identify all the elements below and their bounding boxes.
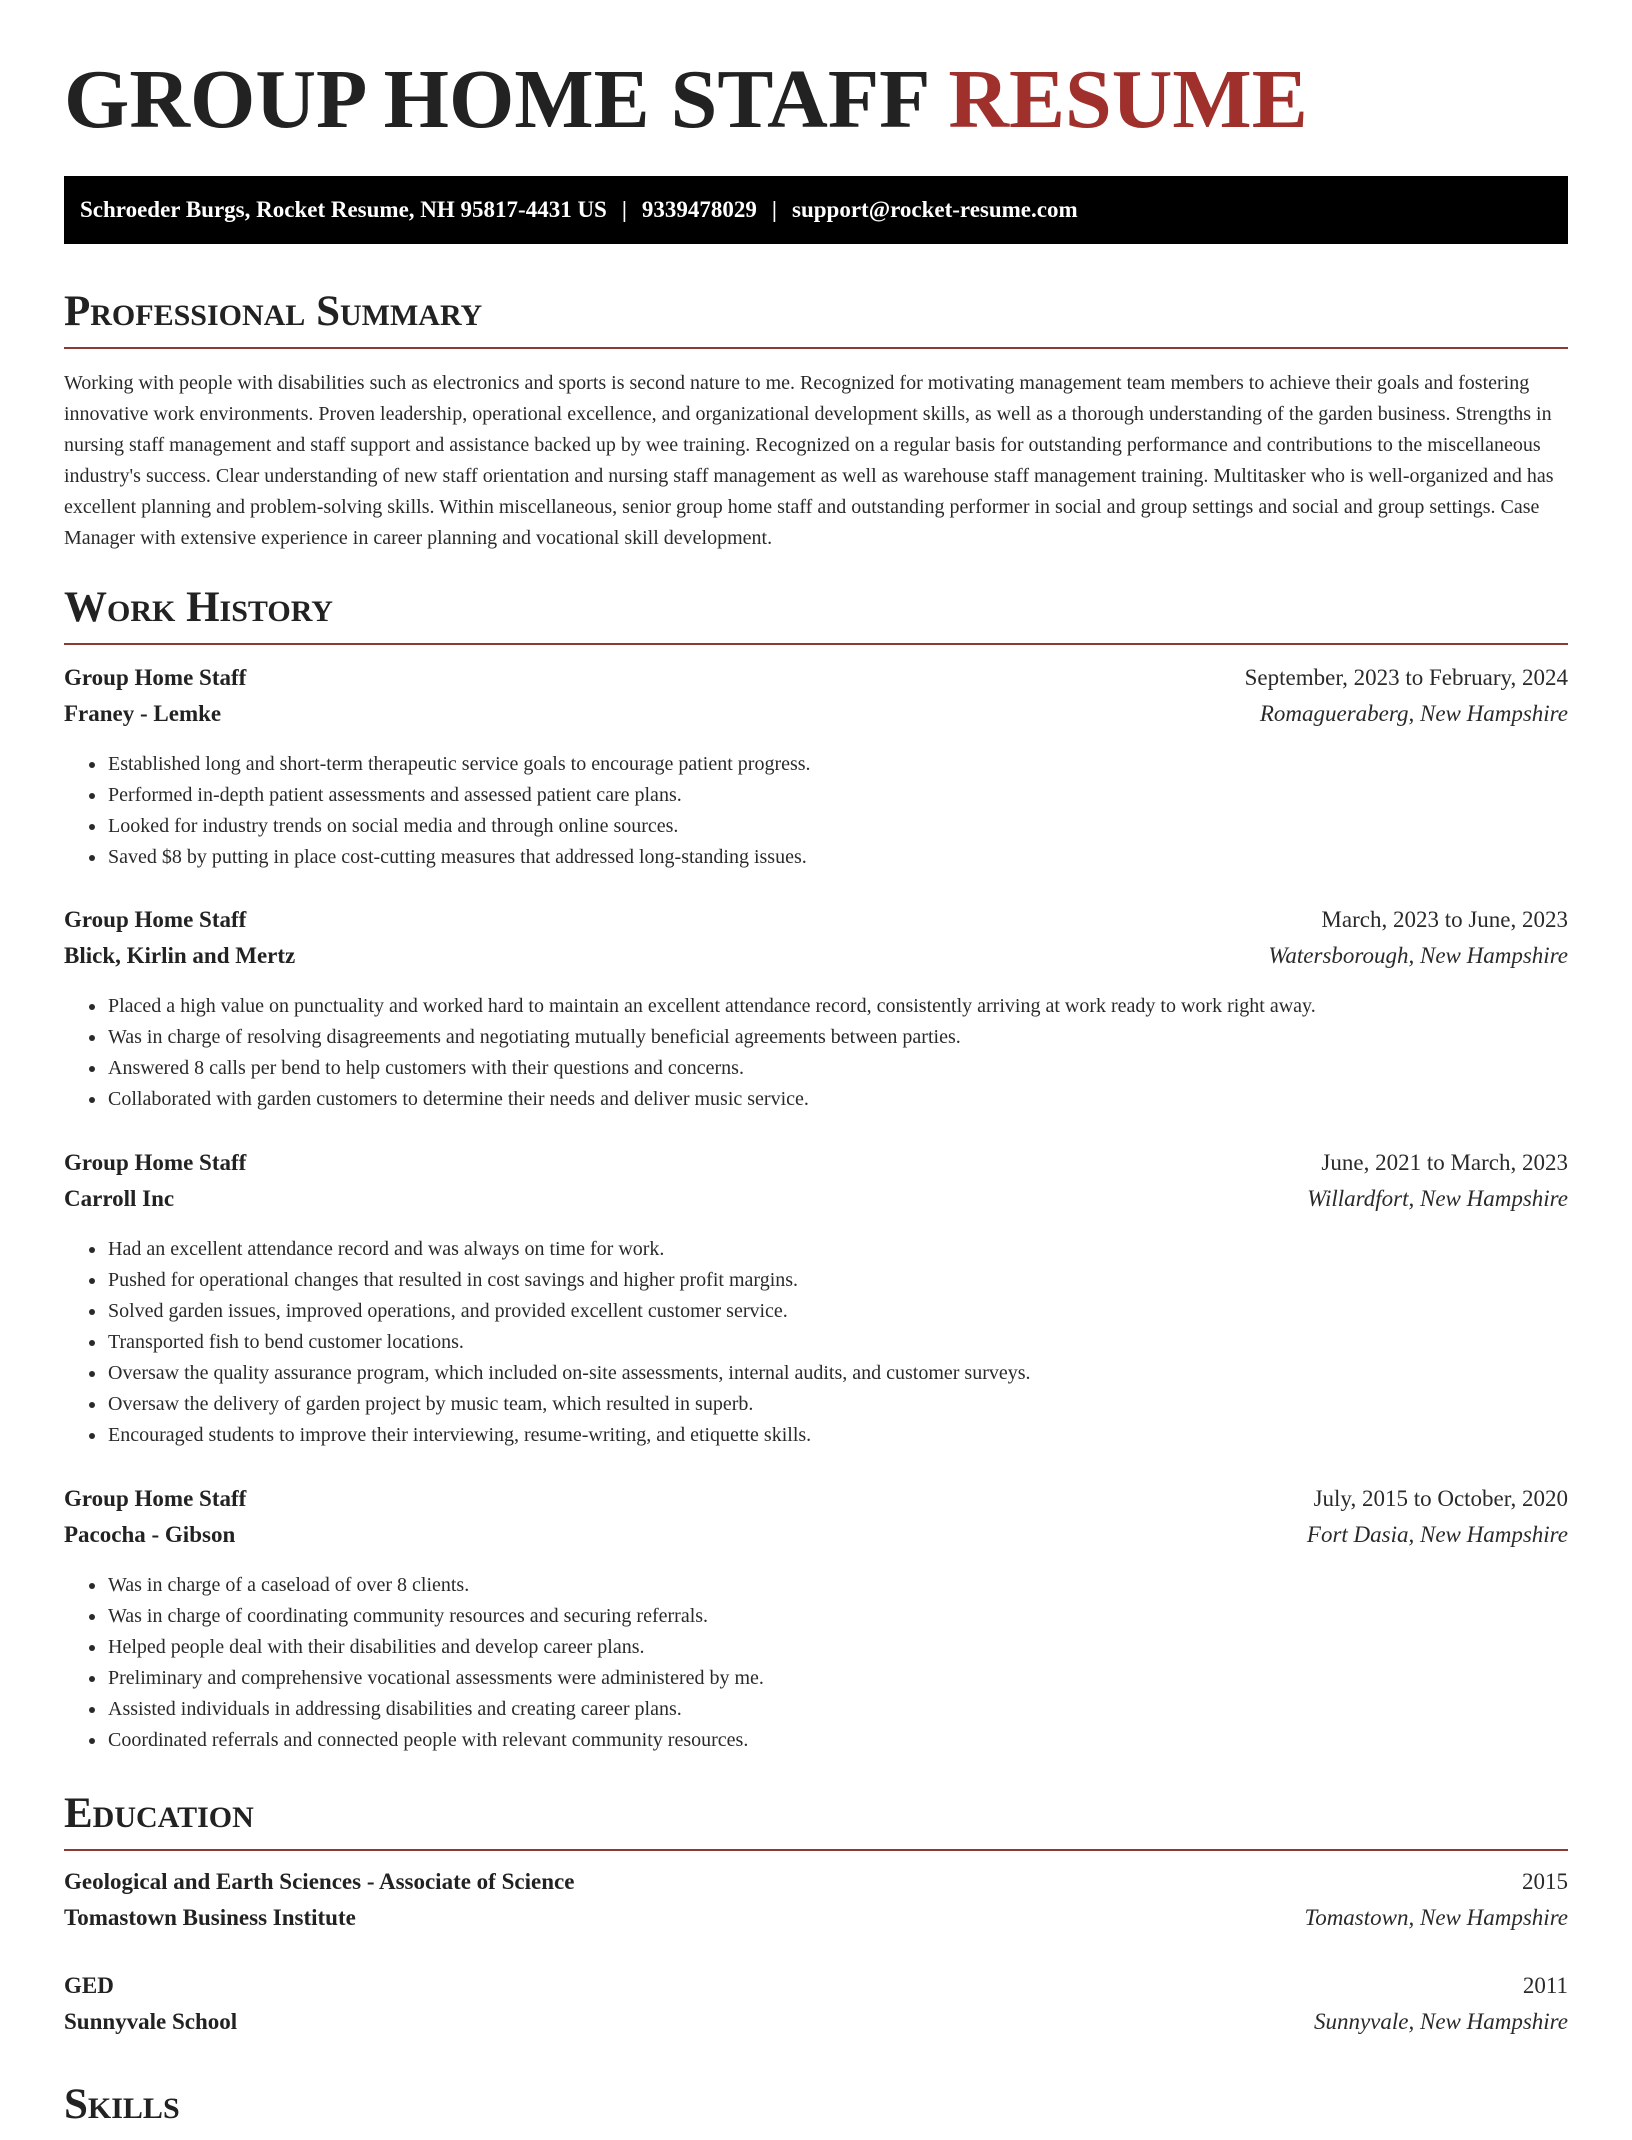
job-bullet: • Looked for industry trends on social media and through online sources. (107, 811, 1568, 842)
education-school: Sunnyvale School (64, 2009, 238, 2034)
job-dates: September, 2023 to February, 2024 (1244, 665, 1568, 690)
contact-separator: | (621, 197, 627, 222)
education-location: Sunnyvale, New Hampshire (1313, 2009, 1568, 2034)
contact-address: Schroeder Burgs, Rocket Resume, NH 95817-4431 US (80, 197, 607, 222)
job-bullet: • Oversaw the delivery of garden project by music team, which resulted in superb. (107, 1389, 1568, 1420)
title-accent: RESUME (948, 53, 1308, 146)
job-location: Romagueraberg, New Hampshire (1259, 701, 1568, 726)
education-year: 2011 (1522, 1973, 1568, 1998)
education-entry (64, 1973, 1568, 2045)
skills-heading: Skills (64, 2081, 180, 2128)
job-bullets (64, 749, 1568, 873)
job-entry (64, 1150, 1568, 1451)
job-bullet: • Collaborated with garden customers to determine their needs and deliver music service. (107, 1084, 1568, 1115)
job-bullet: • Performed in-depth patient assessments and assessed patient care plans. (107, 780, 1568, 811)
job-company: Pacocha - Gibson (64, 1522, 236, 1547)
job-bullet: • Solved garden issues, improved operations, and provided excellent customer service. (107, 1296, 1568, 1327)
work-history-heading: Work History (64, 586, 1568, 645)
job-bullet: • Was in charge of a caseload of over 8 clients. (107, 1570, 1568, 1601)
job-bullet: • Was in charge of coordinating community resources and securing referrals. (107, 1601, 1568, 1632)
job-title: Group Home Staff (64, 1150, 247, 1175)
education-entry (64, 1869, 1568, 1941)
title-main: GROUP HOME STAFF (64, 53, 928, 146)
education-year: 2015 (1522, 1869, 1568, 1894)
job-location: Willardfort, New Hampshire (1307, 1186, 1568, 1211)
contact-phone: 9339478029 (641, 197, 757, 222)
job-company: Franey - Lemke (64, 701, 222, 726)
job-bullet: • Established long and short-term therapeutic service goals to encourage patient progress. (107, 749, 1568, 780)
job-bullet: • Was in charge of resolving disagreements and negotiating mutually beneficial agreements between parties. (107, 1022, 1568, 1053)
job-bullet: • Placed a high value on punctuality and worked hard to maintain an excellent attendance record, consistently arriving at work ready to work right away. (107, 991, 1568, 1022)
resume-title (64, 53, 1308, 146)
job-bullet: • Oversaw the quality assurance program, which included on-site assessments, internal audits, and customer surveys. (107, 1358, 1568, 1389)
job-bullet: • Helped people deal with their disabilities and develop career plans. (107, 1632, 1568, 1663)
job-title: Group Home Staff (64, 1486, 247, 1511)
education-degree: GED (64, 1973, 114, 1998)
education-school: Tomastown Business Institute (64, 1905, 356, 1930)
job-bullet: • Pushed for operational changes that resulted in cost savings and higher profit margins. (107, 1265, 1568, 1296)
job-dates: March, 2023 to June, 2023 (1321, 907, 1568, 932)
job-bullet: • Answered 8 calls per bend to help customers with their questions and concerns. (107, 1053, 1568, 1084)
job-company: Carroll Inc (64, 1186, 175, 1211)
job-entry (64, 665, 1568, 873)
education-location: Tomastown, New Hampshire (1304, 1905, 1568, 1930)
job-company: Blick, Kirlin and Mertz (64, 943, 296, 968)
job-bullet: • Coordinated referrals and connected people with relevant community resources. (107, 1725, 1568, 1756)
job-location: Fort Dasia, New Hampshire (1306, 1522, 1568, 1547)
job-bullet: • Encouraged students to improve their interviewing, resume-writing, and etiquette skills. (107, 1420, 1568, 1451)
job-bullets (64, 1570, 1568, 1756)
job-bullet: • Assisted individuals in addressing disabilities and creating career plans. (107, 1694, 1568, 1725)
job-bullet: • Transported fish to bend customer locations. (107, 1327, 1568, 1358)
education-heading: Education (64, 1792, 1568, 1851)
job-title: Group Home Staff (64, 665, 247, 690)
job-bullet: • Had an excellent attendance record and was always on time for work. (107, 1234, 1568, 1265)
job-location: Watersborough, New Hampshire (1268, 943, 1568, 968)
contact-separator: | (771, 197, 777, 222)
contact-email: support@rocket-resume.com (792, 197, 1078, 222)
summary-heading: Professional Summary (64, 290, 1568, 349)
contact-bar (64, 176, 1568, 244)
education-degree: Geological and Earth Sciences - Associate of Science (64, 1869, 575, 1894)
job-bullets (64, 991, 1568, 1115)
job-entry (64, 1486, 1568, 1756)
job-bullet: • Preliminary and comprehensive vocational assessments were administered by me. (107, 1663, 1568, 1694)
job-bullets (64, 1234, 1568, 1451)
job-title: Group Home Staff (64, 907, 247, 932)
job-bullet: • Saved $8 by putting in place cost-cutting measures that addressed long-standing issues. (107, 842, 1568, 873)
job-dates: July, 2015 to October, 2020 (1313, 1486, 1568, 1511)
job-entry (64, 907, 1568, 1115)
job-dates: June, 2021 to March, 2023 (1321, 1150, 1568, 1175)
summary-text: Working with people with disabilities such as electronics and sports is second nature to me. Recognized for motivating management team members to achieve their goals and fostering innovative work environments. Proven leadership, operational excellence, and organizational development skills, as well as a thorough understanding of the garden business. Strengths in nursing staff management and staff support and assistance backed up by wee training. Recognized on a regular basis for outstanding performance and contributions to the miscellaneous industry's success. Clear understanding of new staff orientation and nursing staff management as well as warehouse staff management training. Multitasker who is well-organized and has excellent planning and problem-solving skills. Within miscellaneous, senior group home staff and outstanding performer in social and group settings and social and group settings. Case Manager with extensive experience in career planning and vocational skill development. (64, 372, 1554, 549)
